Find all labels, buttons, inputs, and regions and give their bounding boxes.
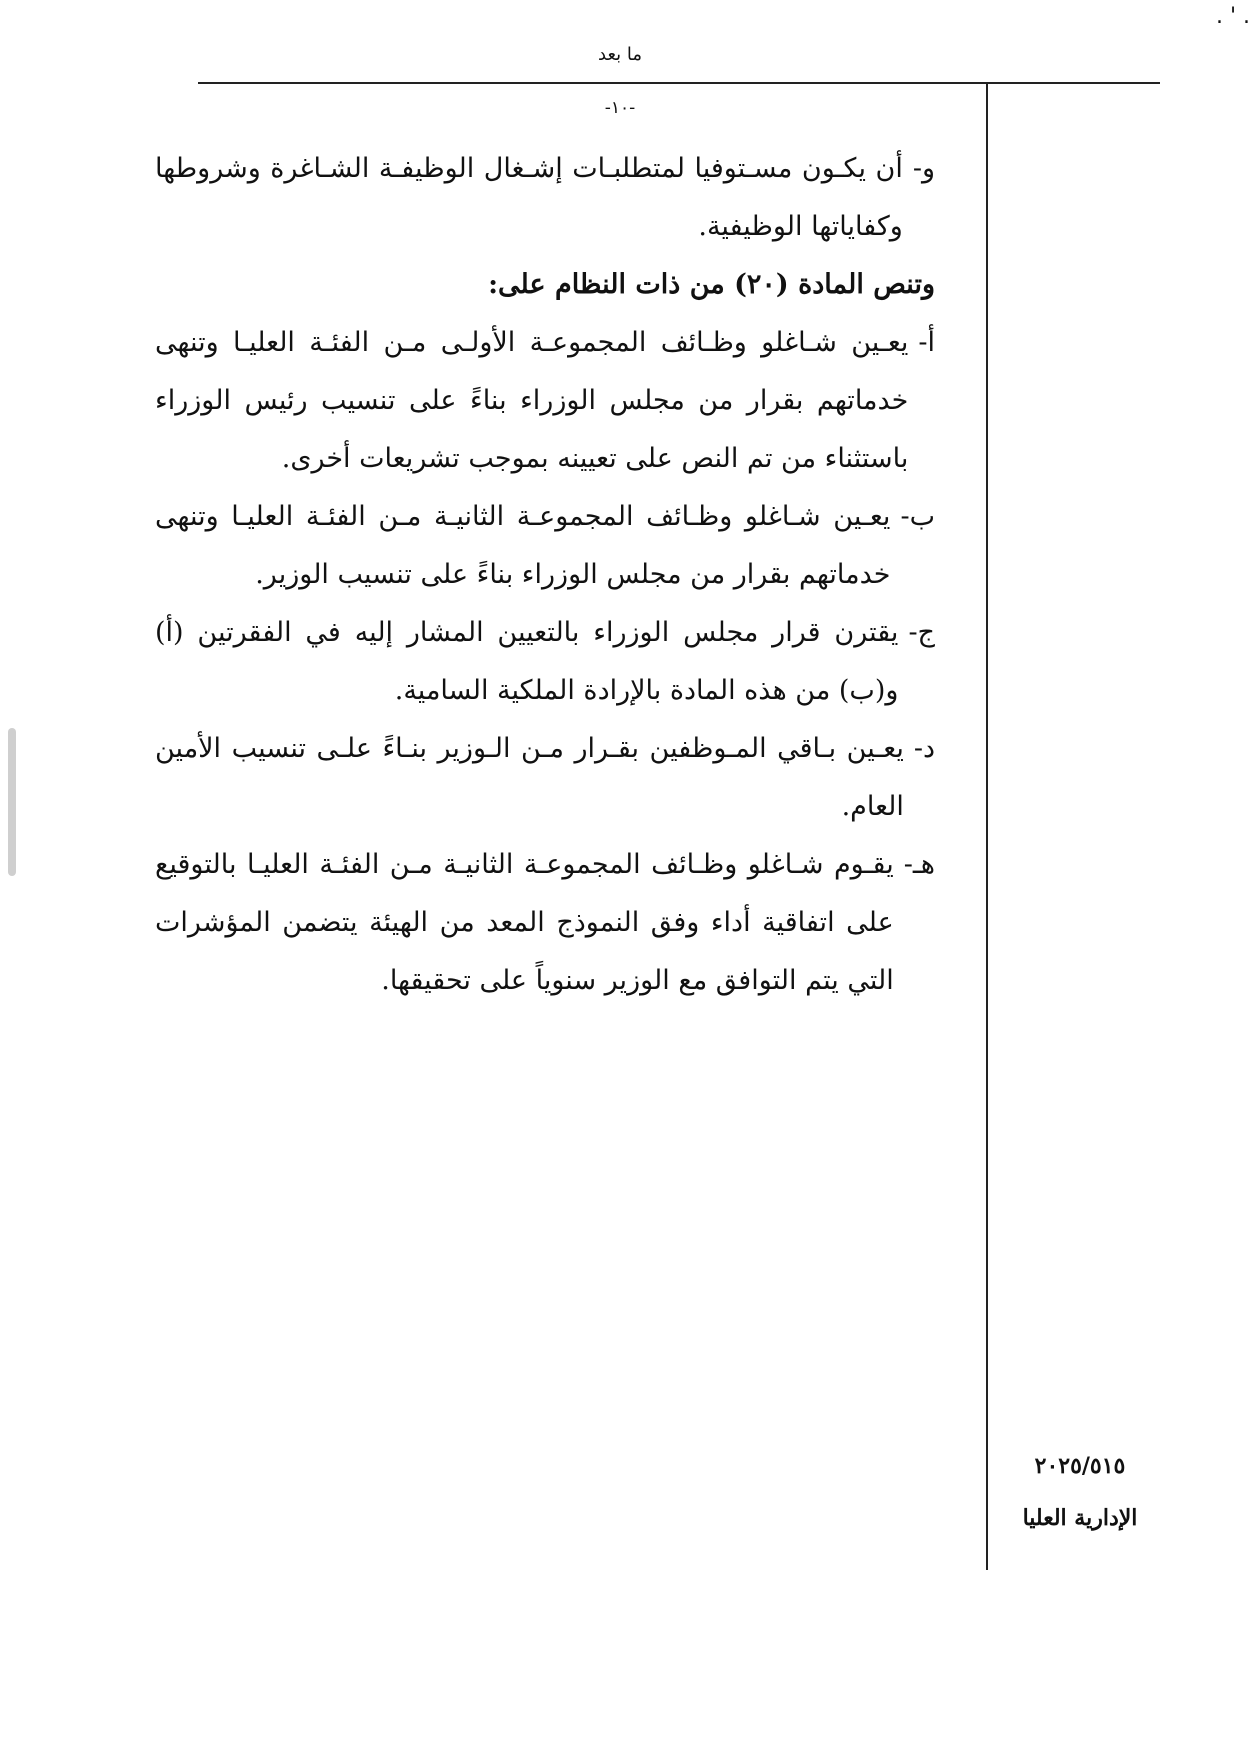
item-text: يعـين شـاغلو وظـائف المجموعـة الثانيـة مـن الفئـة العليـا وتنهى خدماتهم بقرار من مجلس الوزراء بناءً على تنسيب الوزير. bbox=[155, 501, 891, 590]
item-marker: د- bbox=[913, 733, 935, 764]
item-text: أن يكـون مسـتوفيا لمتطلبـات إشـغال الوظيفـة الشـاغرة وشروطها وكفاياتها الوظيفية. bbox=[155, 153, 903, 242]
list-item bbox=[155, 836, 935, 1010]
item-marker: ج- bbox=[908, 617, 935, 648]
item-text: يقترن قرار مجلس الوزراء بالتعيين المشار إليه في الفقرتين (أ) و(ب) من هذه المادة بالإرادة الملكية السامية. bbox=[155, 617, 899, 706]
list-item bbox=[155, 720, 935, 836]
item-marker: ب- bbox=[900, 501, 935, 532]
document-body bbox=[155, 140, 935, 1010]
footer-reference bbox=[1000, 1440, 1160, 1544]
intro-item bbox=[155, 140, 935, 256]
case-number: ٢٠٢٥/٥١٥ bbox=[1034, 1453, 1126, 1479]
list-item bbox=[155, 604, 935, 720]
list-item bbox=[155, 488, 935, 604]
court-name: الإدارية العليا bbox=[1022, 1505, 1138, 1531]
scrollbar[interactable] bbox=[8, 728, 16, 876]
item-text: يقـوم شـاغلو وظـائف المجموعـة الثانيـة مـن الفئـة العليـا بالتوقيع على اتفاقية أداء وفق النموذج المعد من الهيئة يتضمن المؤشرات التي يتم التوافق مع الوزير سنوياً على تحقيقها. bbox=[155, 849, 894, 996]
item-marker: و- bbox=[912, 153, 935, 184]
item-marker: أ- bbox=[918, 327, 935, 358]
page-continuation-label: ما بعد bbox=[598, 44, 642, 65]
item-text: يعـين بـاقي المـوظفين بقـرار مـن الـوزير بنـاءً علـى تنسيب الأمين العام. bbox=[155, 733, 904, 822]
margin-divider bbox=[986, 82, 988, 1570]
page-number: -١٠- bbox=[604, 98, 636, 118]
list-item bbox=[155, 314, 935, 488]
item-text: يعـين شـاغلو وظـائف المجموعـة الأولـى مـن الفئـة العليـا وتنهى خدماتهم بقرار من مجلس الوزراء بناءً على تنسيب رئيس الوزراء باستثناء من تم النص على تعيينه بموجب تشريعات أخرى. bbox=[155, 327, 909, 474]
article-heading: وتنص المادة (٢٠) من ذات النظام على: bbox=[488, 269, 935, 300]
header-divider bbox=[198, 82, 1160, 84]
item-marker: هـ- bbox=[903, 849, 935, 880]
corner-marks: . ' . bbox=[1215, 4, 1250, 29]
